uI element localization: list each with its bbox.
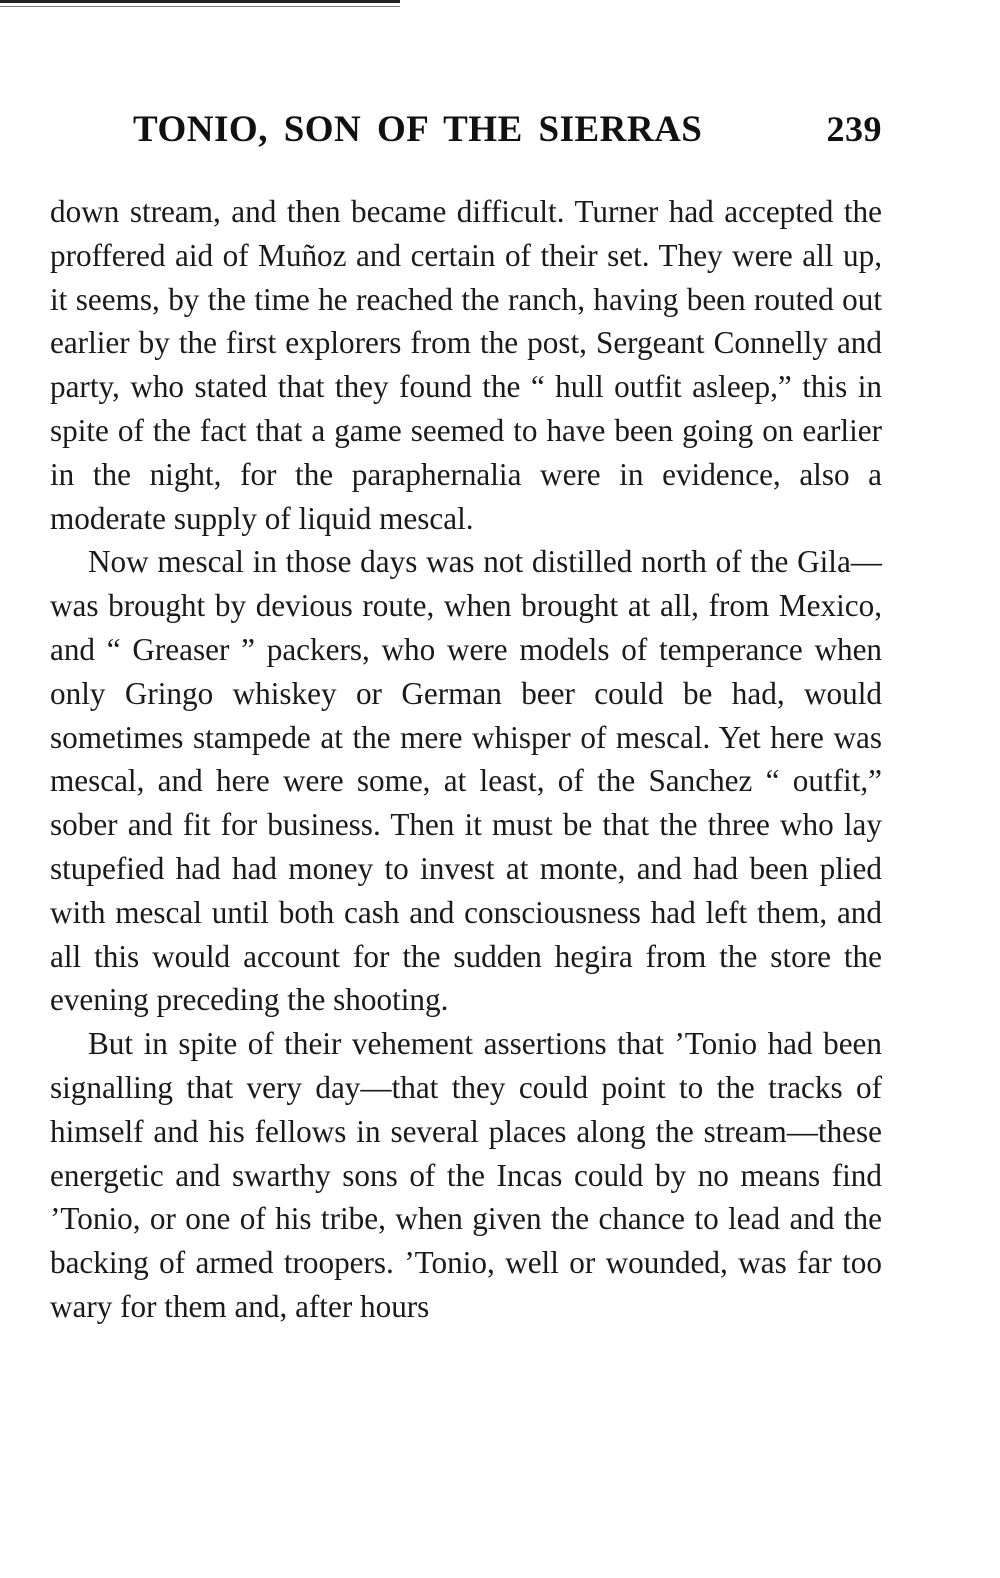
running-head-title: TONIO, SON OF THE SIERRAS bbox=[133, 109, 703, 150]
page-number: 239 bbox=[826, 109, 882, 149]
running-head bbox=[133, 108, 882, 158]
paragraph-2: Now mescal in those days was not distilled north of the Gila—was brought by devious route, when brought at all, from Mexico, and “ Greaser ” packers, who were models of temperance when only Gringo whiskey or German beer could be had, would sometimes stampede at the mere whisper of mescal. Yet here was mescal, and here were some, at least, of the Sanchez “ outfit,” sober and fit for business. Then it must be that the three who lay stupefied had had money to invest at monte, and had been plied with mescal until both cash and consciousness had left them, and all this would account for the sudden hegira from the store the evening preceding the shooting. bbox=[50, 544, 882, 1018]
top-rule bbox=[0, 0, 400, 3]
paragraph-3: But in spite of their vehement assertions that ’Tonio had been signalling that very day—that they could point to the tracks of himself and his fellows in several places along the stream—these energetic and swarthy sons of the Incas could by no means find ’Tonio, or one of his tribe, when given the chance to lead and the backing of armed troopers. ’Tonio, well or wounded, was far too wary for them and, after hours bbox=[50, 1026, 882, 1324]
top-rule-thin bbox=[0, 6, 400, 7]
body-text bbox=[50, 190, 882, 1329]
paragraph-1: down stream, and then became difficult. Turner had accepted the proffered aid of Muñoz and certain of their set. They were all up, it seems, by the time he reached the ranch, having been routed out earlier by the first explorers from the post, Sergeant Connelly and party, who stated that they found the “ hull outfit asleep,” this in spite of the fact that a game seemed to have been going on earlier in the night, for the paraphernalia were in evidence, also a moderate supply of liquid mescal. bbox=[50, 194, 882, 536]
